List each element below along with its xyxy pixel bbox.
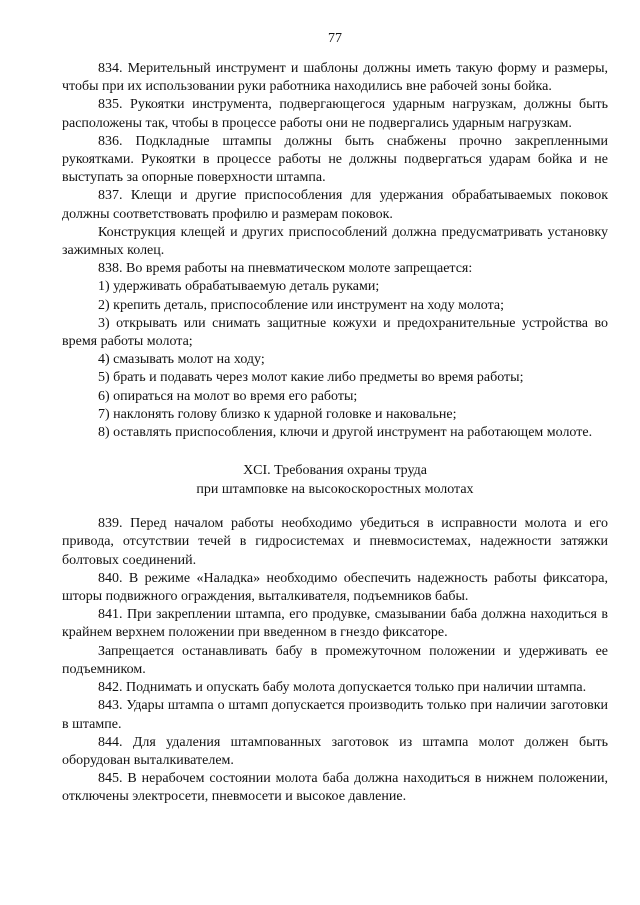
paragraph-841-continued: Запрещается останавливать бабу в промежуточном положении и удерживать ее подъемником.: [62, 643, 608, 677]
paragraphs-before-section: [62, 60, 608, 442]
list-item-838-2: 2) крепить деталь, приспособление или инструмент на ходу молота;: [98, 297, 504, 313]
paragraph-840: 840. В режиме «Наладка» необходимо обеспечить надежность работы фиксатора, шторы подвижного ограждения, выталкивателя, подъемников бабы.: [62, 570, 608, 605]
list-item-838-3: 3) открывать или снимать защитные кожухи и предохранительные устройства во время работы молота;: [62, 315, 608, 350]
paragraph-837-continued: Конструкция клещей и других приспособлений должна предусматривать установку зажимных колец.: [62, 224, 608, 259]
paragraph-843: 843. Удары штампа о штамп допускается производить только при наличии заготовки в штампе.: [62, 698, 608, 732]
paragraphs-after-section: [62, 515, 608, 806]
page-number: 77: [328, 31, 342, 46]
list-item-838-6: 6) опираться на молот во время его работы;: [98, 388, 358, 404]
list-item-838-4: 4) смазывать молот на ходу;: [98, 352, 265, 368]
paragraph-845: 845. В нерабочем состоянии молота баба должна находиться в нижнем положении, отключены электросети, пневмосети и высокое давление.: [62, 771, 608, 805]
section-heading: [62, 462, 608, 499]
list-item-838-7: 7) наклонять голову близко к ударной головке и наковальне;: [98, 406, 457, 422]
list-item-838-8: 8) оставлять приспособления, ключи и другой инструмент на работающем молоте.: [98, 425, 593, 441]
paragraph-835: 835. Рукоятки инструмента, подвергающегося ударным нагрузкам, должны быть расположены так, чтобы в процессе работы они не подвергались ударным нагрузкам.: [62, 97, 608, 131]
section-heading-subtitle: при штамповке на высокоскоростных молотах: [196, 481, 474, 497]
paragraph-834: 834. Мерительный инструмент и шаблоны должны иметь такую форму и размеры, чтобы при их использовании руки работника находились вне рабочей зоны бойка.: [62, 61, 608, 95]
paragraph-838: 838. Во время работы на пневматическом молоте запрещается:: [98, 261, 473, 277]
paragraph-844: 844. Для удаления штампованных заготовок из штампа молот должен быть оборудован выталкивателем.: [62, 734, 608, 768]
list-item-838-1: 1) удерживать обрабатываемую деталь руками;: [98, 279, 380, 295]
paragraph-839: 839. Перед началом работы необходимо убедиться в исправности молота и его привода, отсутствии течей в гидросистемах и пневмосистемах, надежности затяжки болтовых соединений.: [62, 516, 608, 568]
section-heading-title: XCI. Требования охраны труда: [243, 463, 427, 479]
paragraph-842: 842. Поднимать и опускать бабу молота допускается только при наличии штампа.: [98, 680, 587, 696]
list-item-838-5: 5) брать и подавать через молот какие либо предметы во время работы;: [98, 370, 524, 386]
paragraph-841: 841. При закреплении штампа, его продувке, смазывании баба должна находиться в крайнем верхнем положении при введенном в гнездо фиксаторе.: [62, 607, 608, 641]
paragraph-836: 836. Подкладные штампы должны быть снабжены прочно закрепленными рукоятками. Рукоятки в процессе работы не должны подвергаться ударам бойка и не выступать за опорные поверхности штампа.: [62, 133, 608, 186]
paragraph-837: 837. Клещи и другие приспособления для удержания обрабатываемых поковок должны соответствовать профилю и размерам поковок.: [62, 188, 608, 222]
